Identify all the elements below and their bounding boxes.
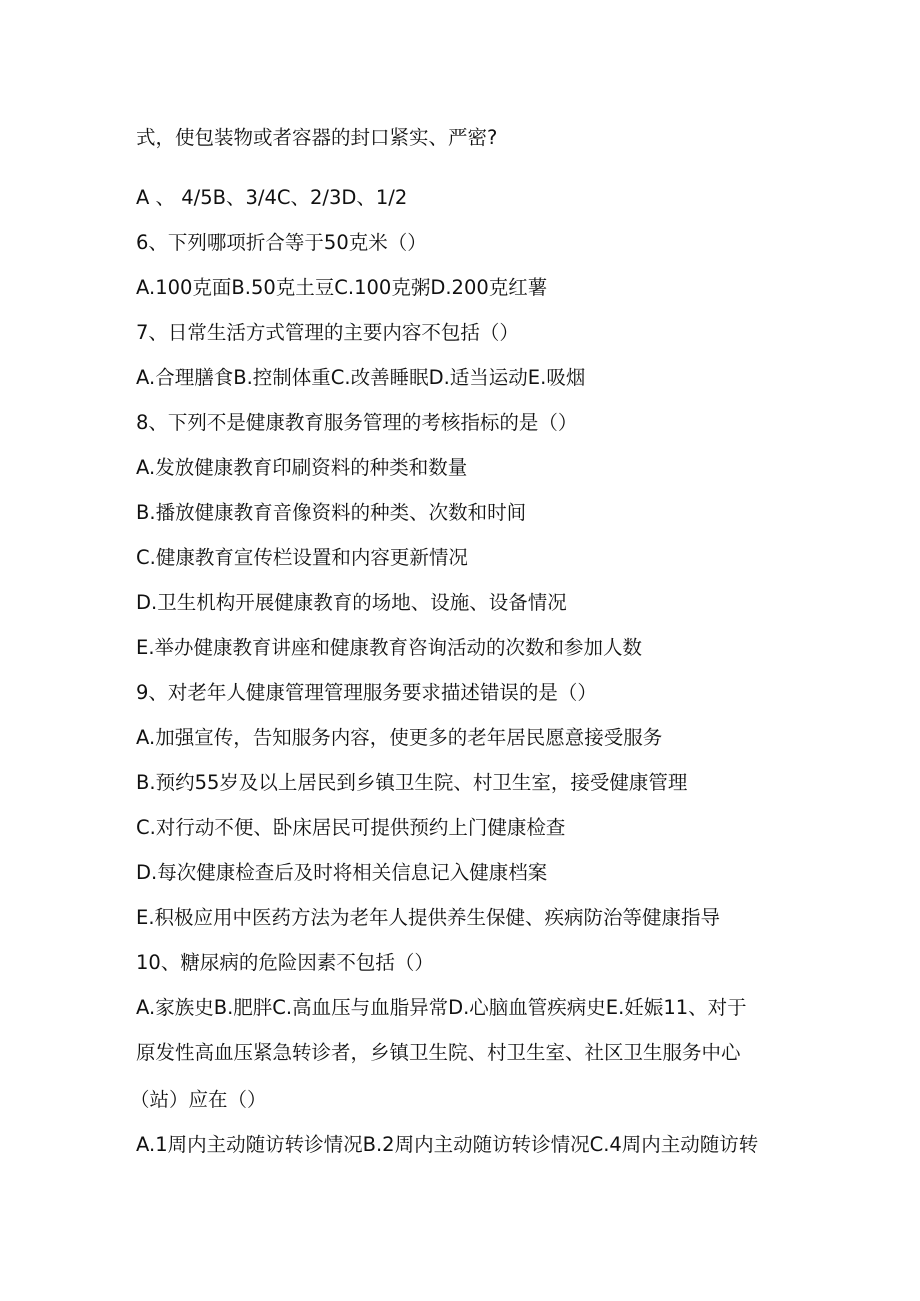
question-9-option-a: A.加强宣传，告知服务内容，使更多的老年居民愿意接受服务 (136, 726, 663, 749)
question-9-option-c: C.对行动不便、卧床居民可提供预约上门健康检查 (136, 816, 566, 839)
question-9-option-b: B.预约55岁及以上居民到乡镇卫生院、村卫生室，接受健康管理 (136, 771, 688, 794)
question-8-option-b: B.播放健康教育音像资料的种类、次数和时间 (136, 501, 527, 524)
question-8: 8、下列不是健康教育服务管理的考核指标的是（） (136, 411, 578, 434)
question-9: 9、对老年人健康管理管理服务要求描述错误的是（） (136, 681, 597, 704)
question-9-option-e: E.积极应用中医药方法为老年人提供养生保健、疾病防治等健康指导 (136, 906, 721, 929)
question-11-options: A.1周内主动随访转诊情况B.2周内主动随访转诊情况C.4周内主动随访转 (136, 1133, 759, 1156)
question-6: 6、下列哪项折合等于50克米（） (136, 231, 427, 254)
text-line-2: A 、 4/5B、3/4C、2/3D、1/2 (136, 186, 408, 209)
question-8-option-d: D.卫生机构开展健康教育的场地、设施、设备情况 (136, 591, 567, 614)
question-9-option-d: D.每次健康检查后及时将相关信息记入健康档案 (136, 861, 548, 884)
question-6-options: A.100克面B.50克土豆C.100克粥D.200克红薯 (136, 276, 548, 299)
question-11-tail: （站）应在（） (130, 1088, 267, 1111)
question-8-option-a: A.发放健康教育印刷资料的种类和数量 (136, 456, 468, 479)
question-8-option-e: E.举办健康教育讲座和健康教育咨询活动的次数和参加人数 (136, 636, 643, 659)
question-11-continued: 原发性高血压紧急转诊者，乡镇卫生院、村卫生室、社区卫生服务中心 (136, 1041, 741, 1064)
question-7: 7、日常生活方式管理的主要内容不包括（） (136, 321, 519, 344)
question-7-options: A.合理膳食B.控制体重C.改善睡眠D.适当运动E.吸烟 (136, 366, 586, 389)
text-line-1: 式，使包装物或者容器的封口紧实、严密? (136, 126, 498, 149)
question-8-option-c: C.健康教育宣传栏设置和内容更新情况 (136, 546, 468, 569)
question-10-options: A.家族史B.肥胖C.高血压与血脂异常D.心脑血管疾病史E.妊娠11、对于 (136, 996, 747, 1019)
question-10: 10、糖尿病的危险因素不包括（） (136, 951, 434, 974)
